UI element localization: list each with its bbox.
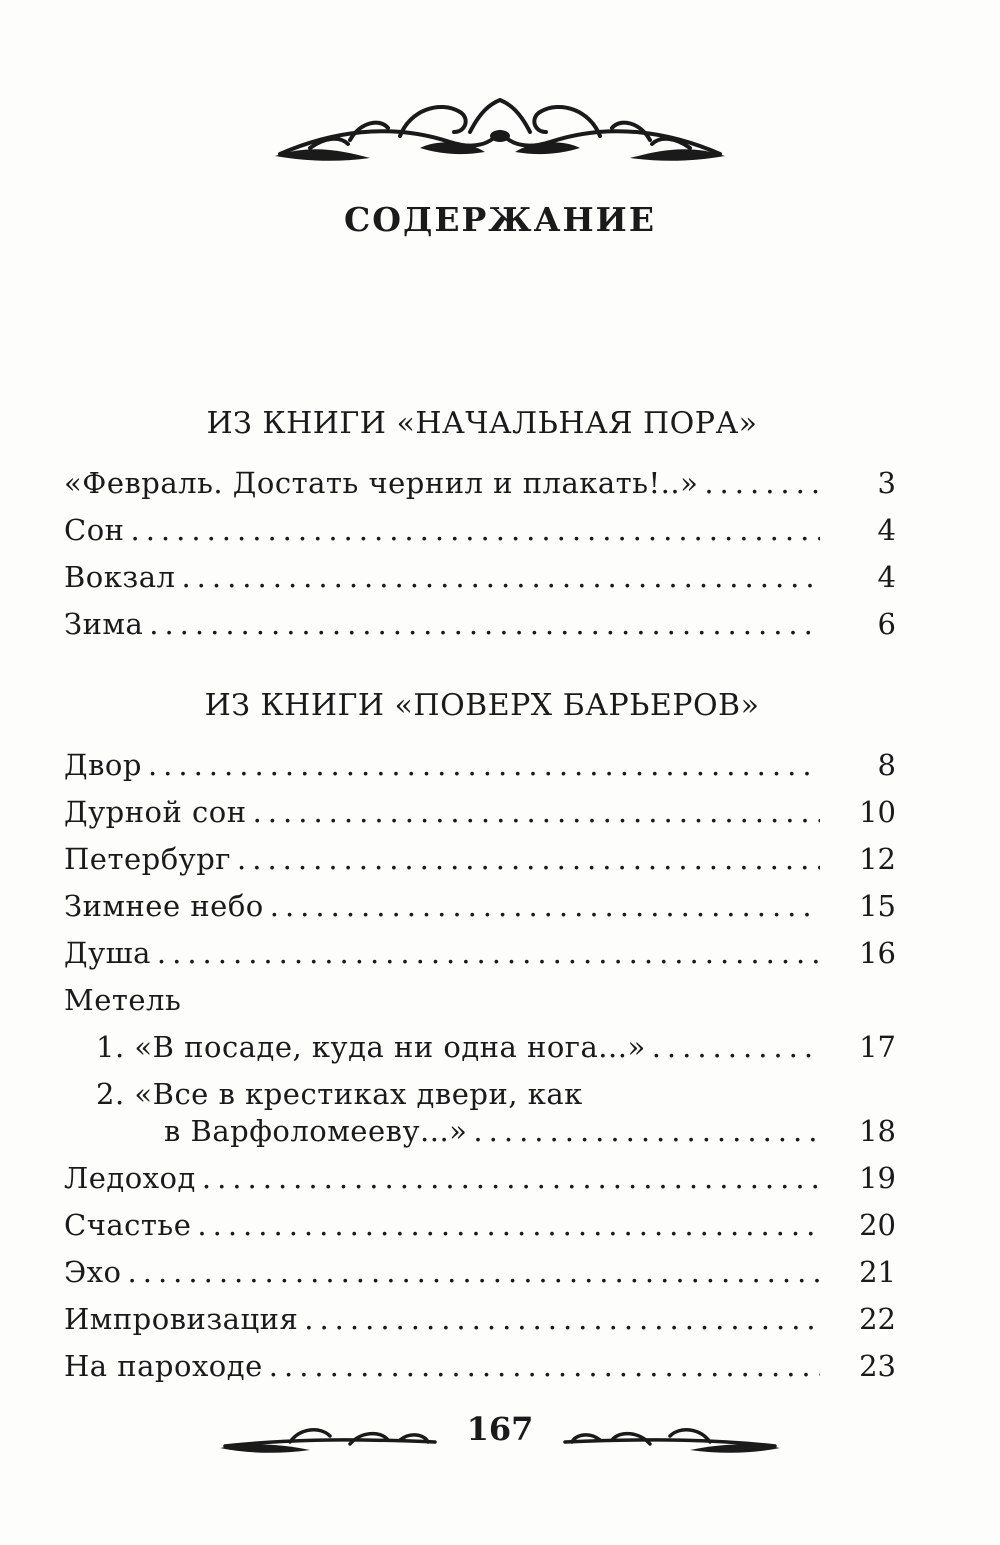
toc-entry[interactable] [64, 513, 896, 557]
toc-entry[interactable] [64, 466, 896, 510]
toc-entry-title: Зима [64, 607, 144, 641]
toc-entry-page: 17 [859, 1030, 896, 1064]
leader-dots [157, 936, 820, 970]
toc-entry-page: 16 [859, 936, 896, 970]
leader-dots [473, 1114, 820, 1148]
toc-entry[interactable] [64, 1161, 896, 1205]
toc-entry-title: 1. «В посаде, куда ни одна нога...» [96, 1030, 646, 1064]
leader-dots [304, 1302, 820, 1336]
toc-entry-title: На пароходе [64, 1349, 263, 1383]
section-heading: ИЗ КНИГИ «ПОВЕРХ БАРЬЕРОВ» [204, 688, 760, 723]
toc-entry[interactable] [64, 842, 896, 886]
toc-entry[interactable] [64, 936, 896, 980]
toc-entry-title: Сон [64, 513, 125, 547]
toc-entry[interactable] [64, 1255, 896, 1299]
leader-dots [704, 466, 820, 500]
leader-dots [253, 795, 820, 829]
toc-entry[interactable] [64, 560, 896, 604]
section-heading: ИЗ КНИГИ «НАЧАЛЬНАЯ ПОРА» [206, 406, 758, 441]
toc-entry-page: 6 [877, 607, 896, 641]
ornament-top [270, 92, 730, 172]
toc-entry-title: в Варфоломееву...» [164, 1114, 468, 1148]
toc-entry-title: Вокзал [64, 560, 176, 594]
leader-dots [652, 1030, 820, 1064]
leader-dots [202, 1161, 820, 1195]
toc-subentry-continuation[interactable] [164, 1114, 896, 1158]
leader-dots [130, 513, 820, 547]
toc-entry-group[interactable] [64, 983, 896, 1027]
toc-entry-page: 4 [877, 560, 896, 594]
toc-entry-page: 20 [859, 1208, 896, 1242]
toc-entry[interactable] [64, 1208, 896, 1252]
toc-entry-title: Двор [64, 748, 142, 782]
toc-entry-title: «Февраль. Достать чернил и плакать!..» [64, 466, 699, 500]
leader-dots [269, 1349, 820, 1383]
toc-entry-page: 10 [859, 795, 896, 829]
toc-entry-title: Петербург [64, 842, 232, 876]
toc-entry-title: Ледоход [64, 1161, 196, 1195]
leader-dots [128, 1255, 820, 1289]
toc-entry-page: 3 [877, 466, 896, 500]
toc-entry-page: 23 [859, 1349, 896, 1383]
leader-dots [149, 607, 820, 641]
toc-entry-page: 18 [859, 1114, 896, 1148]
leader-dots [237, 842, 820, 876]
toc-entry-title: Метель [64, 983, 182, 1017]
toc-entry-title: 2. «Все в крестиках двери, как [96, 1077, 583, 1111]
toc-entry-page: 12 [859, 842, 896, 876]
toc-entry-page: 4 [877, 513, 896, 547]
page-number: 167 [466, 1410, 534, 1448]
toc-entry-page: 15 [859, 889, 896, 923]
toc-entry-title: Счастье [64, 1208, 192, 1242]
toc-entry-title: Зимнее небо [64, 889, 264, 923]
leader-dots [148, 748, 820, 782]
toc-entry[interactable] [64, 748, 896, 792]
leader-dots [270, 889, 820, 923]
leader-dots [181, 560, 820, 594]
toc-entry[interactable] [64, 795, 896, 839]
toc-entry-title: Дурной сон [64, 795, 247, 829]
toc-entry-page: 21 [859, 1255, 896, 1289]
toc-entry-page: 22 [859, 1302, 896, 1336]
page-title: СОДЕРЖАНИЕ [343, 200, 656, 239]
toc-entry[interactable] [64, 889, 896, 933]
toc-entry-page: 19 [859, 1161, 896, 1195]
toc-entry-title: Душа [64, 936, 151, 970]
toc-entry-title: Эхо [64, 1255, 122, 1289]
toc-entry[interactable] [64, 1302, 896, 1346]
toc-entry[interactable] [64, 607, 896, 651]
toc-entry-page: 8 [877, 748, 896, 782]
toc-entry-title: Импровизация [64, 1302, 299, 1336]
leader-dots [197, 1208, 820, 1242]
toc-subentry[interactable] [96, 1030, 896, 1074]
toc-entry[interactable] [64, 1349, 896, 1393]
